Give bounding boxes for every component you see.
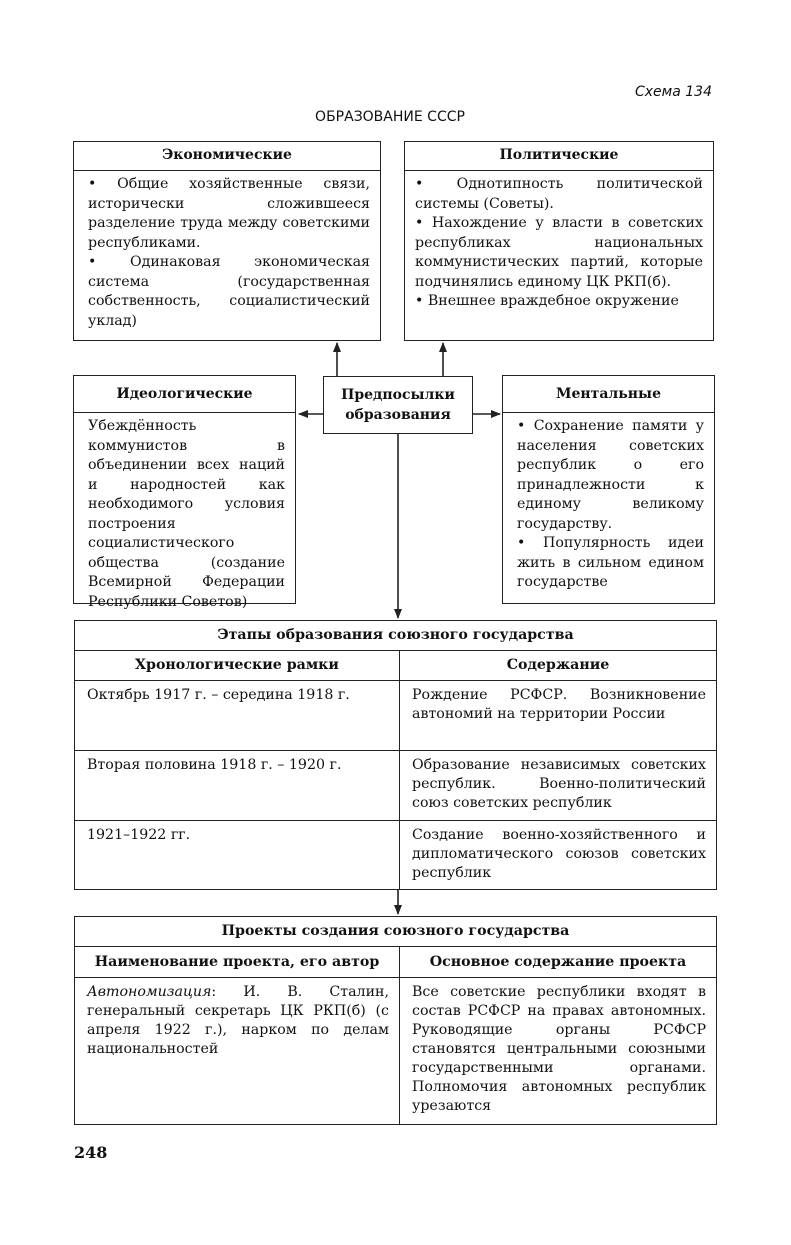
stage-content: Образование независимых советских республик. Военно-политический союз советских республик bbox=[400, 751, 717, 821]
projects-col-name: Наименование проекта, его автор bbox=[75, 947, 400, 978]
table-row bbox=[75, 751, 717, 821]
scheme-label: Схема 134 bbox=[635, 84, 712, 100]
stage-content: Рождение РСФСР. Возникновение автономий на территории России bbox=[400, 681, 717, 751]
stages-col-content: Содержание bbox=[400, 651, 717, 681]
stage-period: Вторая половина 1918 г. – 1920 г. bbox=[75, 751, 400, 821]
projects-title: Проекты создания союзного государства bbox=[75, 917, 717, 947]
stage-content: Создание военно-хозяйственного и дипломатического союзов советских республик bbox=[400, 821, 717, 890]
table-row bbox=[75, 821, 717, 890]
prerequisites-label: Предпосылки образования bbox=[341, 387, 455, 423]
project-content: Все советские республики входят в состав РСФСР на правах автономных. Руководящие органы РСФСР становятся центральными союзными государственными органами. Полномочия автономных республик урезаются bbox=[400, 978, 717, 1125]
stage-period: Октябрь 1917 г. – середина 1918 г. bbox=[75, 681, 400, 751]
stages-col-period: Хронологические рамки bbox=[75, 651, 400, 681]
mental-item: • Популярность идеи жить в сильном едином государстве bbox=[517, 535, 704, 590]
stages-title: Этапы образования союзного государства bbox=[75, 621, 717, 651]
political-item: • Однотипность политической системы (Советы). bbox=[415, 176, 703, 212]
stages-table bbox=[74, 620, 717, 890]
project-author: : И. В. Сталин, генеральный секретарь ЦК РКП(б) (с апреля 1922 г.), нарком по делам национальностей bbox=[87, 984, 389, 1057]
ideological-heading: Идеологические bbox=[74, 376, 295, 413]
economic-item: • Общие хозяйственные связи, исторически сложившееся разделение труда между советскими республиками. bbox=[88, 176, 370, 251]
page-number: 248 bbox=[74, 1143, 108, 1162]
projects-table bbox=[74, 916, 717, 1125]
stage-period: 1921–1922 гг. bbox=[75, 821, 400, 890]
economic-item: • Одинаковая экономическая система (государственная собственность, социалистический уклад) bbox=[88, 254, 370, 329]
projects-col-content: Основное содержание проекта bbox=[400, 947, 717, 978]
political-item: • Нахождение у власти в советских республиках национальных коммунистических партий, которые подчинялись единому ЦК РКП(б). bbox=[415, 215, 703, 290]
project-name: Автономизация bbox=[87, 984, 212, 1000]
table-row bbox=[75, 978, 717, 1125]
political-heading: Политические bbox=[405, 142, 713, 171]
project-name-cell bbox=[75, 978, 400, 1125]
page-title: ОБРАЗОВАНИЕ СССР bbox=[315, 109, 465, 125]
mental-heading: Ментальные bbox=[503, 376, 714, 413]
political-item: • Внешнее враждебное окружение bbox=[415, 293, 679, 309]
table-row bbox=[75, 681, 717, 751]
ideological-text: Убеждённость коммунистов в объединении всех наций и народностей как необходимого условия построения социалистического общества (создание Всемирной Федерации Республики Советов) bbox=[88, 418, 285, 610]
economic-heading: Экономические bbox=[74, 142, 380, 171]
mental-item: • Сохранение памяти у населения советских республик о его принадлежности к единому великому государству. bbox=[517, 418, 704, 532]
